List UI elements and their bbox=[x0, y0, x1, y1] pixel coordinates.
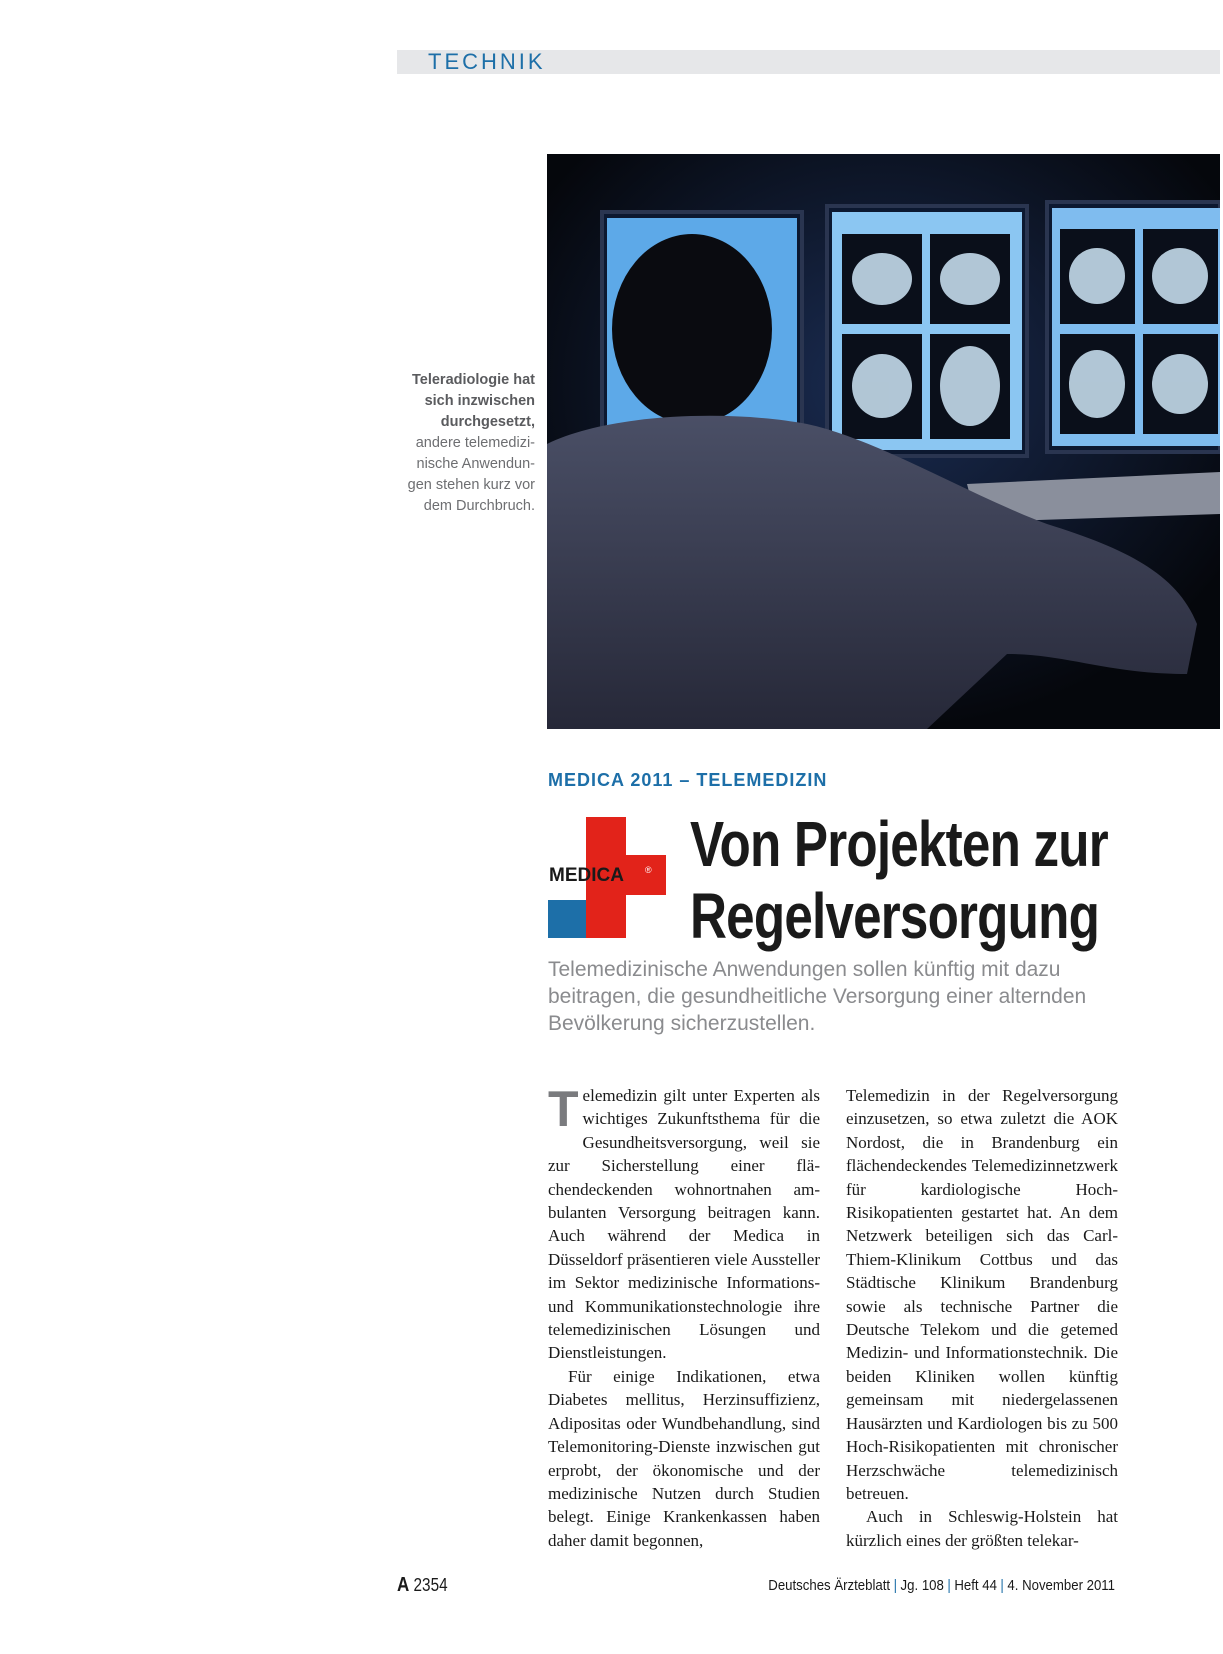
photo-caption bbox=[395, 370, 535, 517]
section-label: TECHNIK bbox=[428, 49, 546, 74]
drop-cap: T bbox=[548, 1081, 579, 1137]
medica-logo bbox=[548, 817, 666, 938]
body-paragraph bbox=[548, 1081, 820, 1365]
body-paragraph: Für einige Indikationen, etwa Diabetes mellitus, Herzinsuffizienz, Adipositas oder Wundbehandlung, sind Telemonitoring-Dienste inzwischen gut erprobt, der ökonomische und der medizinische Nutzen durch Studien belegt. Einige Krankenkassen haben daher damit begonnen, bbox=[548, 1366, 820, 1550]
page-number-value: 2354 bbox=[413, 1575, 448, 1595]
body-paragraph: Auch in Schleswig-Holstein hat kürzlich eines der größten telekar- bbox=[846, 1507, 1118, 1550]
journal-name: Deutsches Ärzteblatt bbox=[768, 1577, 891, 1594]
separator: | bbox=[1000, 1577, 1004, 1594]
journal-issue: Heft 44 bbox=[954, 1577, 997, 1594]
journal-volume: Jg. 108 bbox=[900, 1577, 944, 1594]
separator: | bbox=[893, 1577, 898, 1594]
article-headline bbox=[690, 808, 1106, 952]
journal-footer bbox=[768, 1577, 1115, 1594]
body-column-right bbox=[846, 1084, 1118, 1552]
article-kicker: MEDICA 2011 – TELEMEDIZIN bbox=[548, 770, 828, 790]
article-subtitle: Telemedizinische Anwendungen sollen künftig mit dazu beitragen, die gesundheitliche Versorgung einer alternden Bevölkerung sicherzustellen. bbox=[548, 958, 1087, 1035]
page-number bbox=[397, 1574, 448, 1597]
body-column-left bbox=[548, 1081, 820, 1552]
headline-line-1: Von Projekten zur bbox=[690, 808, 1108, 880]
headline-line-2: Regelversorgung bbox=[690, 880, 1100, 952]
page-prefix: A bbox=[397, 1574, 410, 1596]
caption-text: andere telemedizi-nische Anwendun-gen stehen kurz vor dem Durchbruch. bbox=[407, 435, 535, 514]
svg-text:MEDICA: MEDICA bbox=[549, 865, 624, 886]
body-paragraph: Telemedizin in der Regelversorgung einzusetzen, so etwa zuletzt die AOK Nordost, die in Brandenburg ein flächendeckendes Telemedizinnetzwerk für kardiologische Hoch-Risikopatienten gestartet hat. An dem Netzwerk beteiligen sich das Carl-Thiem-Klinikum Cottbus und das Städtische Klinikum Brandenburg sowie als technische Partner die Deutsche Telekom und die getemed Medizin- und Informationstechnik. Die beiden Kliniken wollen künftig gemeinsam mit niedergelassenen Hausärzten und Kardiologen bis zu 500 Hoch-Risikopatienten mit chronischer Herzschwäche telemedizinisch betreuen. bbox=[846, 1086, 1118, 1503]
teleradiology-photo bbox=[547, 154, 1220, 729]
caption-lead: Teleradiologie hat sich inzwischen durchgesetzt, bbox=[411, 372, 535, 430]
separator: | bbox=[947, 1577, 951, 1594]
journal-date: 4. November 2011 bbox=[1007, 1577, 1115, 1594]
paragraph-text: elemedizin gilt unter Experten als wichtiges Zukunftsthema für die Gesundheitsversorgung, weil sie zur Sicherstellung einer flächendeckenden wohnortnahen ambulanten Versorgung beitragen kann. Auch während der Medica in Düsseldorf präsentieren viele Aussteller im Sektor medizinische Informations- und Kommunikationstechnologie ihre telemedizinischen Lösungen und Dienstleistungen. bbox=[548, 1086, 820, 1363]
svg-text:®: ® bbox=[645, 865, 652, 875]
